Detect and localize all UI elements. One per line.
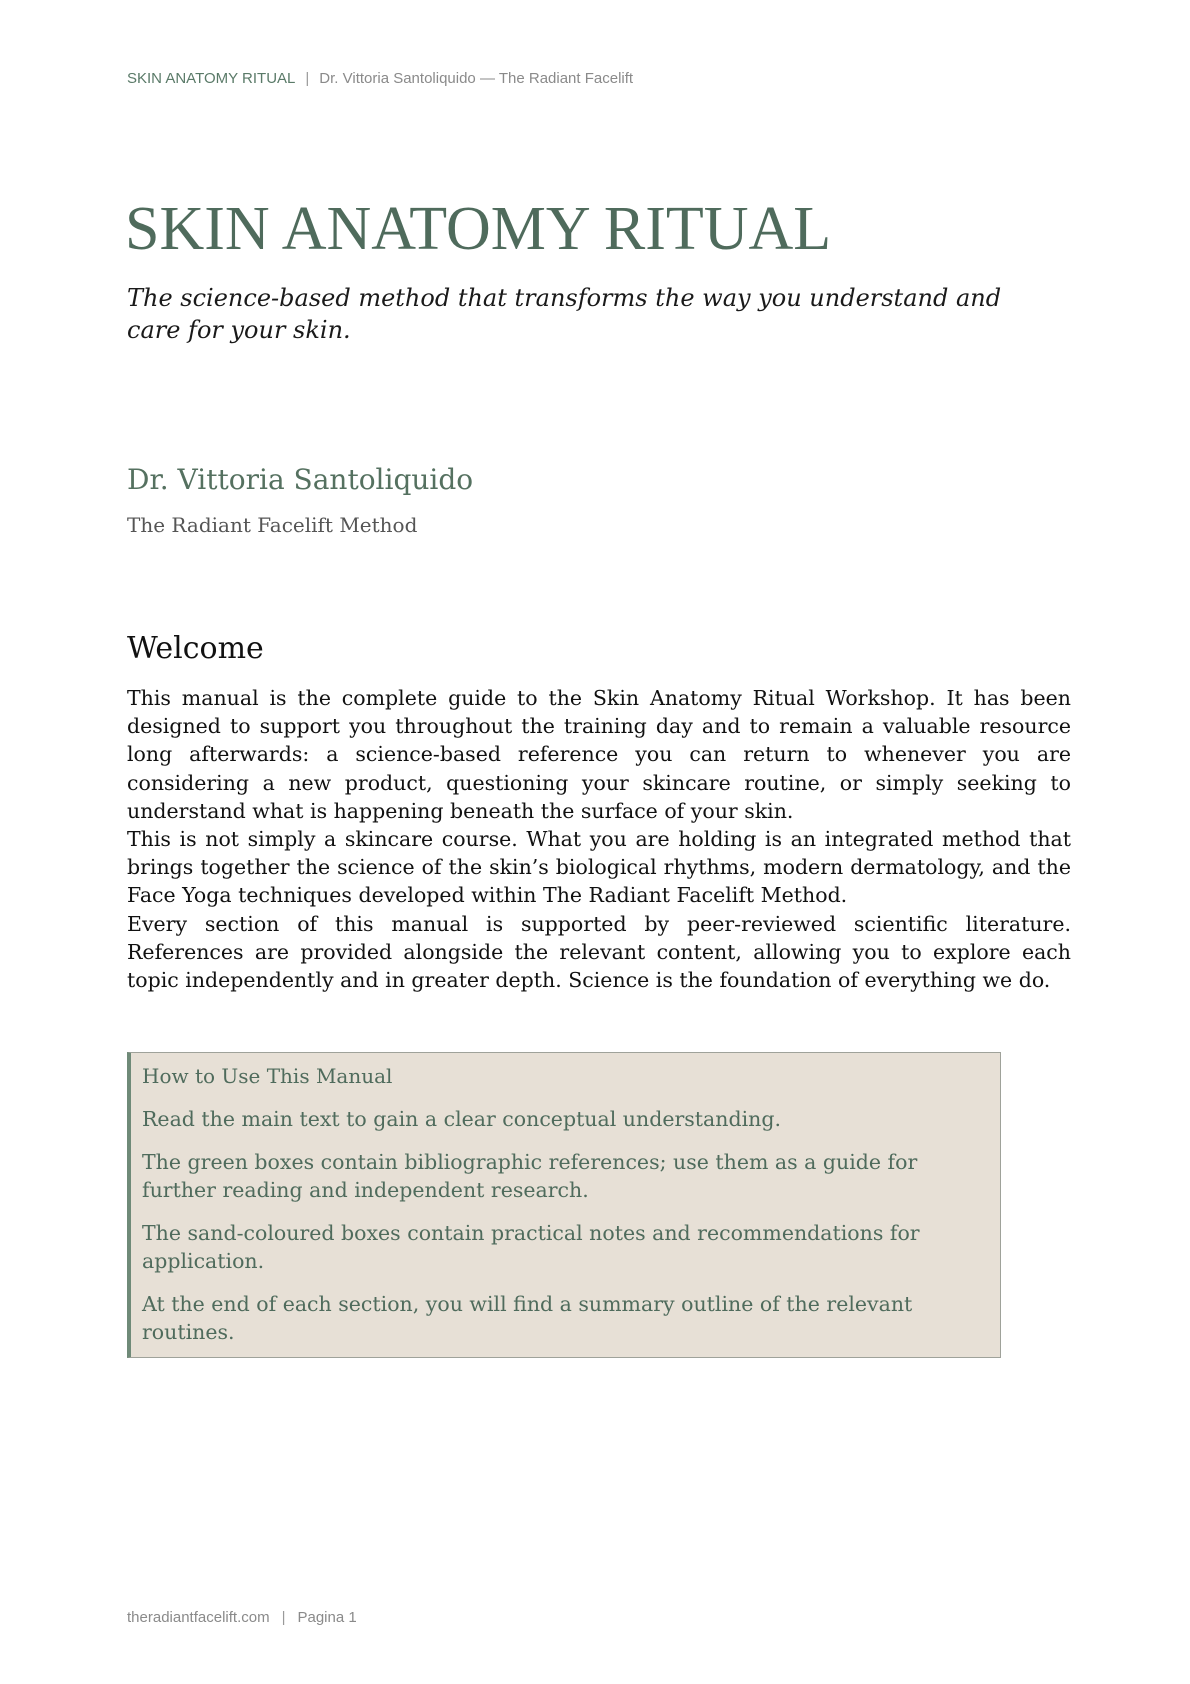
how-to-use-item: Read the main text to gain a clear conceptual understanding. — [142, 1107, 781, 1131]
document-title: SKIN ANATOMY RITUAL — [125, 195, 832, 263]
welcome-heading: Welcome — [127, 631, 264, 666]
welcome-paragraph: Every section of this manual is supported by peer-reviewed scientific literature. References are provided alongside the relevant content, allowing you to explore each topic independently and in greater depth. Science is the foundation of everything we do. — [127, 911, 1071, 993]
welcome-paragraph: This manual is the complete guide to the Skin Anatomy Ritual Workshop. It has been designed to support you throughout the training day and to remain a valuable resource long afterwards: a science-based reference you can return to whenever you are considering a new product, questioning your skincare routine, or simply seeking to understand what is happening beneath the surface of your skin. — [127, 686, 1071, 823]
author-name: Dr. Vittoria Santoliquido — [127, 463, 474, 496]
how-to-use-title: How to Use This Manual — [142, 1064, 393, 1088]
how-to-use-item: At the end of each section, you will find a summary outline of the relevant routines. — [142, 1292, 913, 1344]
welcome-paragraph: This is not simply a skincare course. What you are holding is an integrated method that brings together the science of the skin’s biological rhythms, modern dermatology, and the Face Yoga techniques developed within The Radiant Facelift Method. — [127, 827, 1071, 908]
how-to-use-box — [127, 1052, 1001, 1358]
how-to-use-item: The sand-coloured boxes contain practical notes and recommendations for application. — [142, 1221, 920, 1273]
footer-page-number: Pagina 1 — [297, 1609, 357, 1626]
how-to-use-item: The green boxes contain bibliographic references; use them as a guide for further reading and independent research. — [142, 1150, 918, 1202]
document-subtitle: The science-based method that transforms the way you understand and care for your skin. — [127, 284, 1002, 344]
footer-separator: | — [281, 1609, 286, 1626]
welcome-body — [127, 684, 1071, 994]
running-header — [127, 70, 633, 87]
footer-website: theradiantfacelift.com — [127, 1609, 270, 1626]
header-subtitle: Dr. Vittoria Santoliquido — The Radiant Facelift — [319, 70, 634, 87]
header-separator: | — [305, 70, 310, 87]
page-footer — [127, 1609, 357, 1626]
header-brand: SKIN ANATOMY RITUAL — [127, 70, 296, 87]
method-name: The Radiant Facelift Method — [127, 513, 418, 537]
